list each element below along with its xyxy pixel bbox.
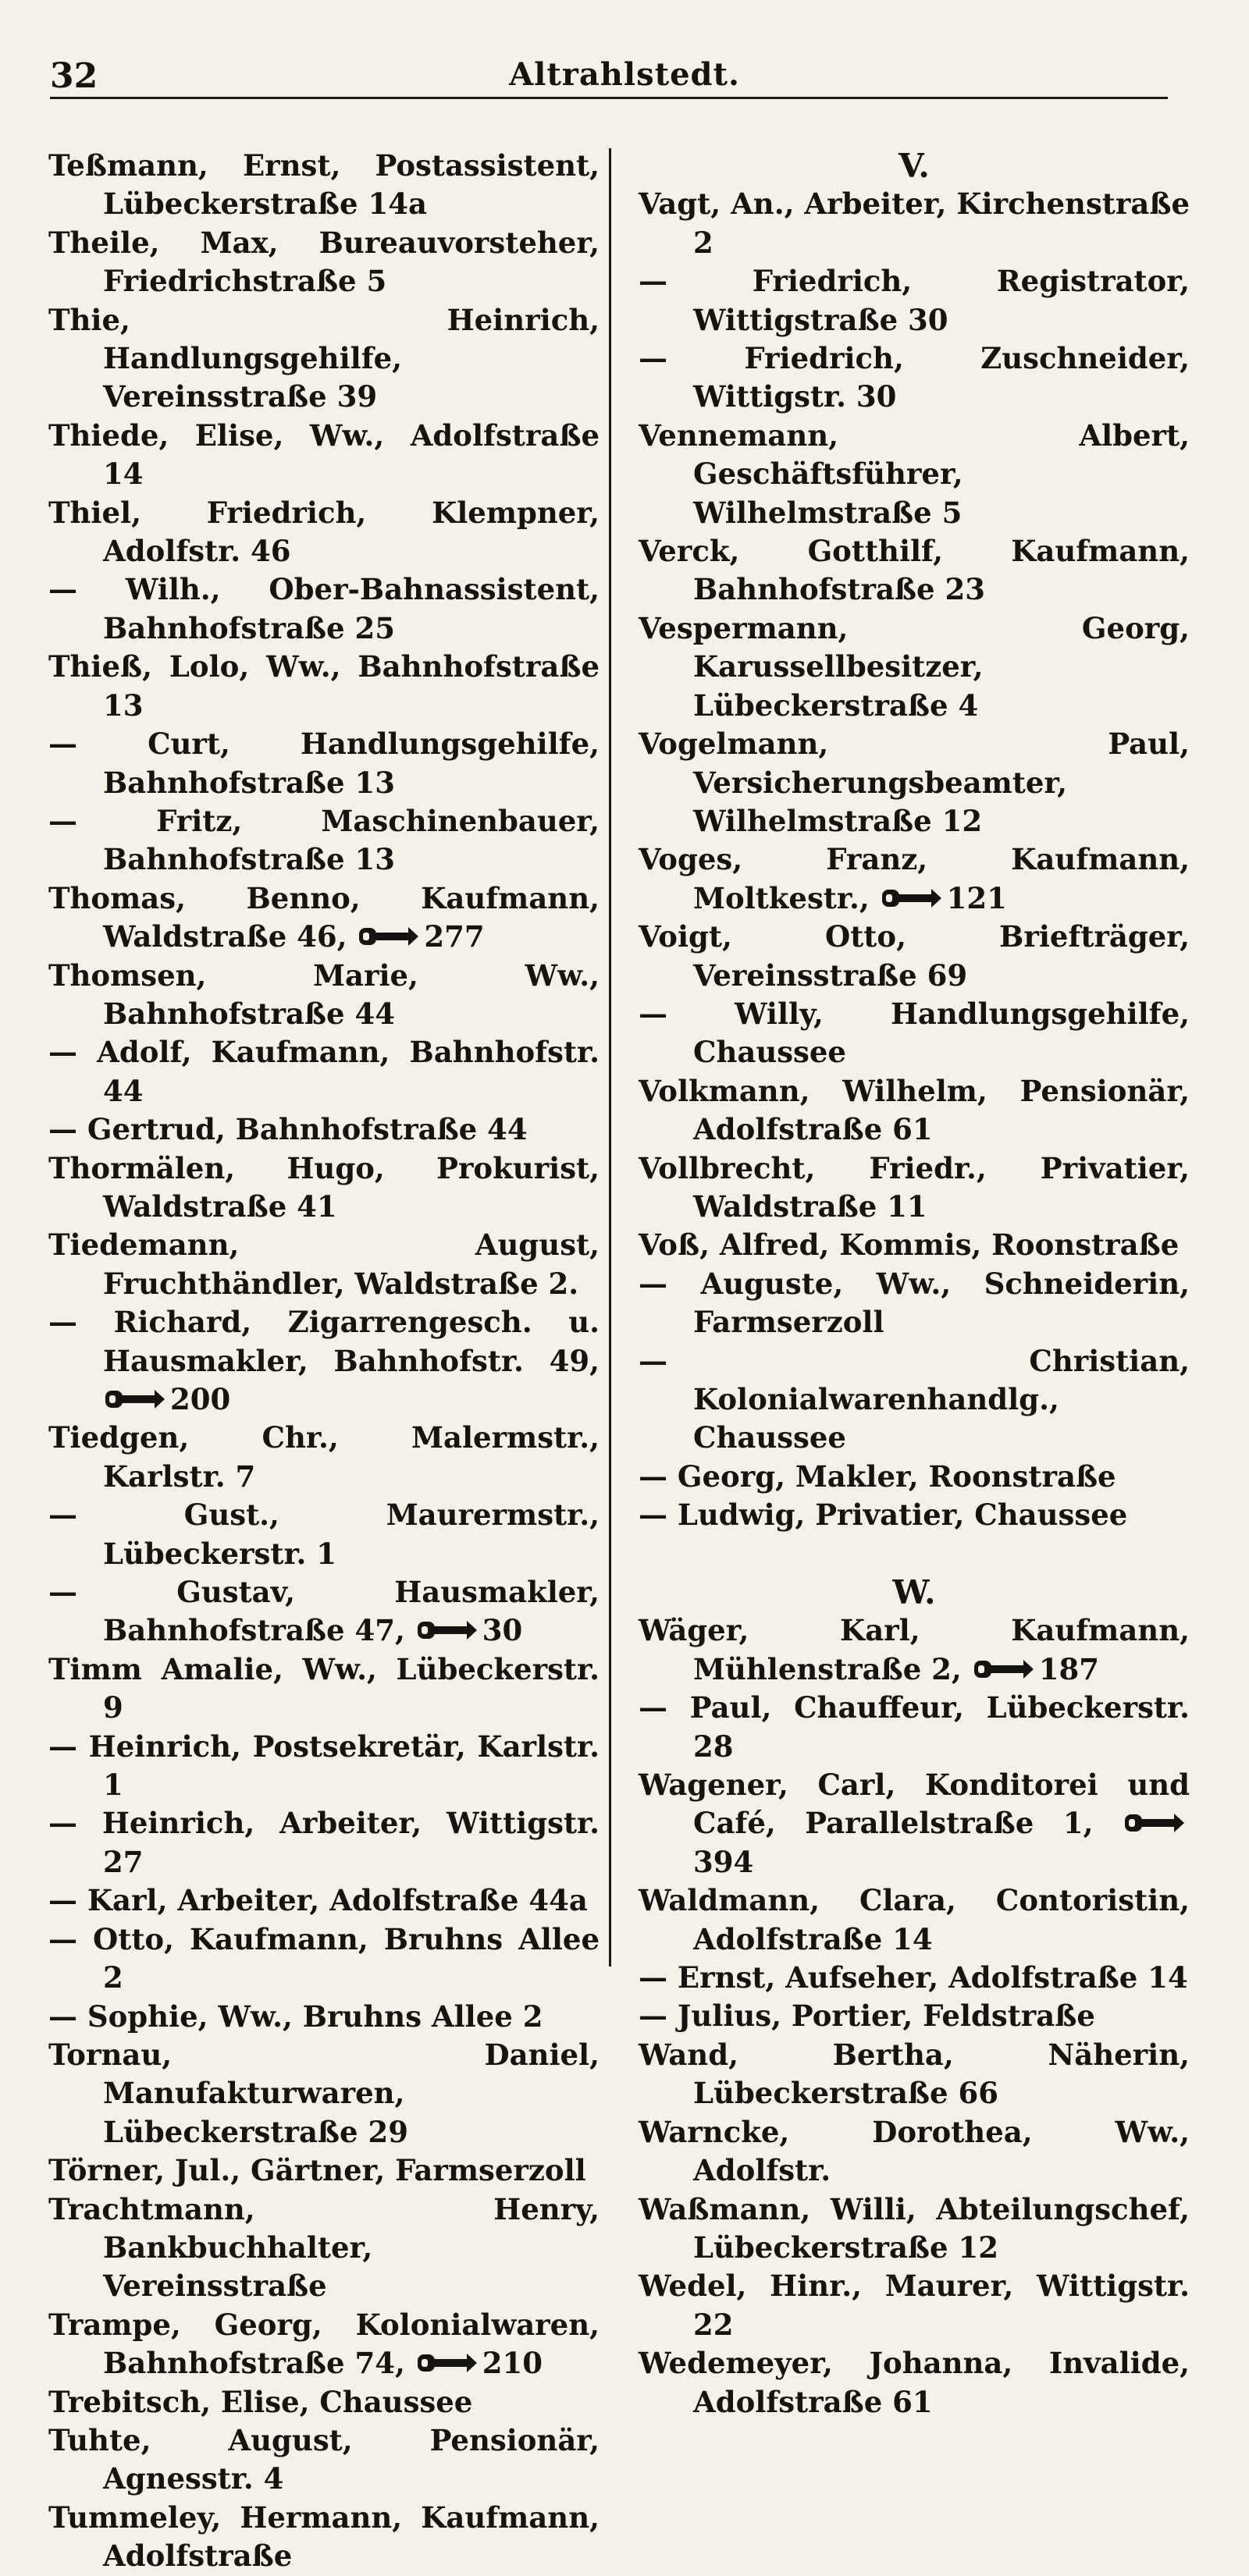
directory-entry bbox=[639, 2267, 1190, 2344]
running-title: Altrahlstedt. bbox=[509, 56, 740, 93]
directory-entry bbox=[48, 1226, 600, 1303]
directory-entry bbox=[48, 2306, 600, 2383]
directory-entry bbox=[48, 2383, 600, 2421]
entry-text: Voß, Alfred, Kommis, Roonstraße bbox=[639, 1228, 1180, 1263]
entry-text: Voges, Franz, Kaufmann, Moltkestr., bbox=[639, 842, 1190, 915]
directory-entry bbox=[639, 1342, 1190, 1458]
directory-entry bbox=[48, 1728, 600, 1805]
directory-entry bbox=[639, 2113, 1190, 2190]
entry-text: Volkmann, Wilhelm, Pensionär, Adolfstraße 61 bbox=[639, 1073, 1190, 1147]
directory-entry bbox=[48, 1920, 600, 1998]
directory-entry bbox=[48, 147, 600, 224]
entry-text: — Otto, Kaufmann, Bruhns Allee 2 bbox=[48, 1921, 600, 1995]
directory-entry bbox=[639, 840, 1190, 918]
entry-text: Waldmann, Clara, Contoristin, Adolfstraße 14 bbox=[639, 1883, 1190, 1956]
entry-text: Verck, Gotthilf, Kaufmann, Bahnhofstraße 23 bbox=[639, 534, 1190, 607]
directory-entry bbox=[48, 2190, 600, 2306]
entry-text: Trampe, Georg, Kolonialwaren, Bahnhofstraße 74, bbox=[48, 2307, 600, 2381]
entry-text: — Curt, Handlungsgehilfe, Bahnhofstraße 13 bbox=[48, 727, 600, 800]
pointing-hand-icon bbox=[1124, 1811, 1185, 1835]
entry-text: — Ernst, Aufseher, Adolfstraße 14 bbox=[639, 1960, 1188, 1995]
directory-entry bbox=[48, 1303, 600, 1419]
directory-entry bbox=[639, 1611, 1190, 1689]
directory-entry bbox=[639, 609, 1190, 725]
entry-text: Törner, Jul., Gärtner, Farmserzoll bbox=[48, 2153, 586, 2188]
letter-section-heading: W. bbox=[892, 1573, 936, 1612]
directory-entry bbox=[639, 1766, 1190, 1881]
directory-entry bbox=[639, 2344, 1190, 2421]
entry-text: — Friedrich, Registrator, Wittigstraße 30 bbox=[639, 264, 1190, 337]
entry-text: Voigt, Otto, Briefträger, Vereinsstraße 69 bbox=[639, 919, 1190, 993]
directory-entry bbox=[639, 1689, 1190, 1766]
telephone-number: 394 bbox=[693, 1844, 754, 1879]
pointing-hand-icon bbox=[358, 925, 419, 948]
entry-text: — Gertrud, Bahnhofstraße 44 bbox=[48, 1112, 528, 1147]
entry-text: Tiedgen, Chr., Malermstr., Karlstr. 7 bbox=[48, 1420, 600, 1494]
directory-entry bbox=[48, 1804, 600, 1881]
telephone-number: 200 bbox=[170, 1382, 231, 1416]
entry-text: Wagener, Carl, Konditorei und Café, Parallelstraße 1, bbox=[639, 1768, 1190, 1841]
entry-text: Wand, Bertha, Näherin, Lübeckerstraße 66 bbox=[639, 2037, 1190, 2111]
entry-text: — Friedrich, Zuschneider, Wittigstr. 30 bbox=[639, 341, 1190, 414]
directory-entry bbox=[48, 1573, 600, 1650]
right-column bbox=[639, 147, 1190, 2421]
entry-text: Wedemeyer, Johanna, Invalide, Adolfstraße 61 bbox=[639, 2346, 1190, 2419]
entry-text: Thie, Heinrich, Handlungsgehilfe, Vereinsstraße 39 bbox=[48, 302, 600, 414]
directory-entry bbox=[48, 879, 600, 957]
entry-text: — Ludwig, Privatier, Chaussee bbox=[639, 1498, 1128, 1533]
entry-text: Vespermann, Georg, Karussellbesitzer, Lübeckerstraße 4 bbox=[639, 610, 1190, 723]
entry-text: Vollbrecht, Friedr., Privatier, Waldstraße 11 bbox=[639, 1150, 1190, 1224]
entry-text: Thomsen, Marie, Ww., Bahnhofstraße 44 bbox=[48, 958, 600, 1031]
directory-entry bbox=[639, 1496, 1190, 1534]
directory-entry bbox=[639, 1997, 1190, 2035]
directory-entry bbox=[48, 1033, 600, 1110]
entry-text: Wäger, Karl, Kaufmann, Mühlenstraße 2, bbox=[639, 1613, 1190, 1686]
pointing-hand-icon bbox=[881, 886, 942, 910]
directory-entry bbox=[48, 957, 600, 1034]
entry-text: — Fritz, Maschinenbauer, Bahnhofstraße 13 bbox=[48, 803, 600, 877]
entry-text: Timm Amalie, Ww., Lübeckerstr. 9 bbox=[48, 1651, 600, 1725]
letter-section-heading: V. bbox=[898, 147, 930, 185]
entry-text: Vagt, An., Arbeiter, Kirchenstraße 2 bbox=[639, 187, 1190, 260]
entry-text: Thiede, Elise, Ww., Adolfstraße 14 bbox=[48, 417, 600, 492]
entry-text: Tuhte, August, Pensionär, Agnesstr. 4 bbox=[48, 2422, 600, 2496]
directory-entry bbox=[639, 918, 1190, 995]
entry-text: — Adolf, Kaufmann, Bahnhofstr. 44 bbox=[48, 1035, 600, 1108]
entry-text: — Auguste, Ww., Schneiderin, Farmserzoll bbox=[639, 1266, 1190, 1340]
telephone-number: 121 bbox=[946, 880, 1007, 915]
directory-entry bbox=[48, 570, 600, 648]
entry-text: Theile, Max, Bureauvorsteher, Friedrichstraße 5 bbox=[48, 225, 600, 299]
directory-entry bbox=[639, 1881, 1190, 1959]
entry-text: — Karl, Arbeiter, Adolfstraße 44a bbox=[48, 1883, 588, 1918]
entry-text: Waßmann, Willi, Abteilungschef, Lübeckerstraße 12 bbox=[639, 2191, 1190, 2265]
entry-text: — Paul, Chauffeur, Lübeckerstr. 28 bbox=[639, 1690, 1190, 1764]
entry-text: Trachtmann, Henry, Bankbuchhalter, Vereinsstraße bbox=[48, 2191, 600, 2304]
directory-entry bbox=[48, 2421, 600, 2499]
directory-entry bbox=[48, 417, 600, 494]
pointing-hand-icon bbox=[105, 1387, 165, 1411]
directory-entry bbox=[639, 417, 1190, 532]
directory-entry bbox=[48, 802, 600, 879]
directory-entry bbox=[639, 1226, 1190, 1264]
directory-entry bbox=[48, 1650, 600, 1728]
entry-text: — Willy, Handlungsgehilfe, Chaussee bbox=[639, 996, 1190, 1070]
entry-text: Tiedemann, August, Fruchthändler, Waldstraße 2. bbox=[48, 1228, 600, 1301]
entry-text: Wedel, Hinr., Maurer, Wittigstr. 22 bbox=[639, 2269, 1190, 2342]
directory-entry bbox=[48, 301, 600, 417]
entry-text: — Gustav, Hausmakler, Bahnhofstraße 47, bbox=[48, 1575, 600, 1648]
directory-entry bbox=[48, 1998, 600, 2036]
directory-entry bbox=[48, 224, 600, 301]
entry-text: — Heinrich, Arbeiter, Wittigstr. 27 bbox=[48, 1806, 600, 1879]
entry-text: Thiel, Friedrich, Klempner, Adolfstr. 46 bbox=[48, 495, 600, 569]
telephone-number: 210 bbox=[482, 2346, 543, 2381]
telephone-number: 277 bbox=[424, 919, 485, 954]
directory-entry bbox=[639, 2190, 1190, 2268]
entry-text: — Heinrich, Postsekretär, Karlstr. 1 bbox=[48, 1729, 600, 1803]
entry-text: — Julius, Portier, Feldstraße bbox=[639, 1999, 1095, 2034]
entry-text: Vennemann, Albert, Geschäftsführer, Wilhelmstraße 5 bbox=[639, 417, 1190, 530]
directory-entry bbox=[48, 1496, 600, 1573]
entry-text: — Richard, Zigarrengesch. u. Hausmakler, Bahnhofstr. 49, bbox=[48, 1305, 600, 1378]
directory-entry bbox=[48, 2151, 600, 2190]
directory-entry bbox=[639, 1149, 1190, 1227]
directory-entry bbox=[639, 1072, 1190, 1149]
entry-text: Tornau, Daniel, Manufakturwaren, Lübeckerstraße 29 bbox=[48, 2037, 600, 2149]
pointing-hand-icon bbox=[973, 1658, 1034, 1681]
entry-text: Vogelmann, Paul, Versicherungsbeamter, Wilhelmstraße 12 bbox=[639, 727, 1190, 838]
entry-text: Thieß, Lolo, Ww., Bahnhofstraße 13 bbox=[48, 649, 600, 723]
directory-entry bbox=[639, 262, 1190, 339]
directory-entry bbox=[48, 725, 600, 802]
entry-text: — Wilh., Ober-Bahnassistent, Bahnhofstraße 25 bbox=[48, 572, 600, 645]
directory-entry bbox=[48, 2036, 600, 2151]
directory-entry bbox=[48, 1419, 600, 1496]
telephone-number: 30 bbox=[482, 1613, 523, 1648]
entry-text: Thomas, Benno, Kaufmann, Waldstraße 46, bbox=[48, 880, 600, 954]
pointing-hand-icon bbox=[417, 1618, 478, 1642]
page-number: 32 bbox=[50, 56, 98, 96]
telephone-number: 187 bbox=[1038, 1651, 1099, 1686]
entry-text: — Sophie, Ww., Bruhns Allee 2 bbox=[48, 1999, 543, 2034]
entry-text: Tummeley, Hermann, Kaufmann, Adolfstraße bbox=[48, 2500, 600, 2574]
directory-entry bbox=[48, 1110, 600, 1149]
directory-entry bbox=[639, 2036, 1190, 2113]
directory-entry bbox=[639, 725, 1190, 840]
directory-entry bbox=[639, 1458, 1190, 1496]
entry-text: — Georg, Makler, Roonstraße bbox=[639, 1459, 1116, 1494]
pointing-hand-icon bbox=[417, 2351, 478, 2375]
left-column bbox=[48, 147, 600, 2576]
entry-text: Thormälen, Hugo, Prokurist, Waldstraße 41 bbox=[48, 1150, 600, 1224]
entry-text: Warncke, Dorothea, Ww., Adolfstr. bbox=[639, 2114, 1190, 2188]
directory-entry bbox=[639, 1959, 1190, 1997]
entry-text: — Gust., Maurermstr., Lübeckerstr. 1 bbox=[48, 1498, 600, 1571]
directory-entry bbox=[48, 648, 600, 725]
directory-entry bbox=[639, 339, 1190, 417]
directory-entry bbox=[48, 1149, 600, 1227]
directory-entry bbox=[639, 995, 1190, 1072]
header-rule bbox=[50, 97, 1168, 99]
directory-entry bbox=[639, 1265, 1190, 1342]
directory-entry bbox=[48, 1881, 600, 1920]
entry-text: — Christian, Kolonialwarenhandlg., Chaussee bbox=[639, 1343, 1190, 1455]
entry-text: Trebitsch, Elise, Chaussee bbox=[48, 2384, 473, 2419]
directory-entry bbox=[639, 185, 1190, 262]
directory-entry bbox=[48, 2499, 600, 2576]
directory-entry bbox=[48, 494, 600, 571]
column-divider bbox=[609, 148, 611, 1967]
entry-text: Teßmann, Ernst, Postassistent, Lübeckerstraße 14a bbox=[48, 148, 600, 222]
directory-entry bbox=[639, 532, 1190, 609]
